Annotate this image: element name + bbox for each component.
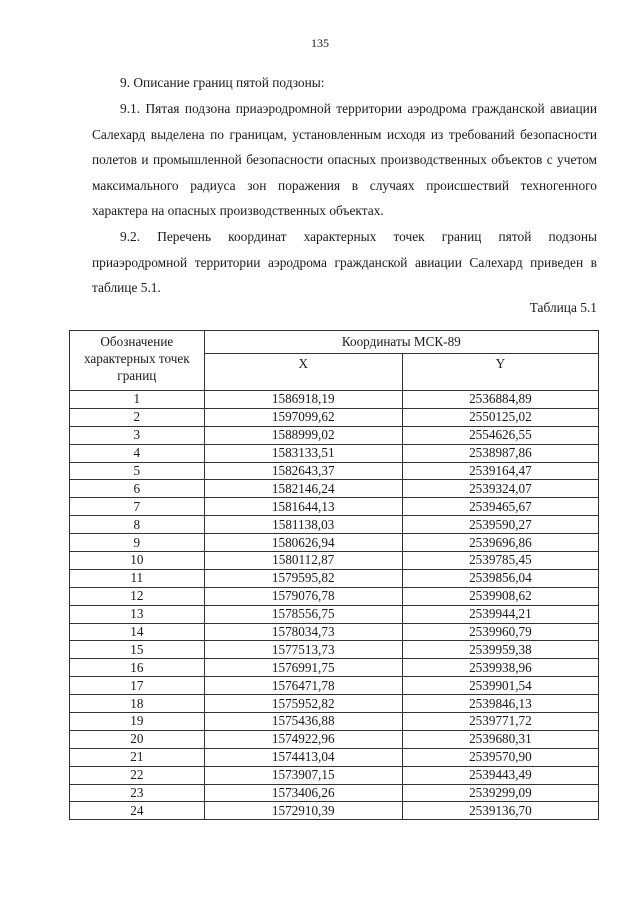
column-header-point: Обозначение характерных точек границ <box>70 331 205 391</box>
table-row <box>70 641 599 659</box>
paragraph-9-1: 9.1. Пятая подзона приаэродромной территории аэродрома гражданской авиации Салехард выделена по границам, установленным исходя из требований безопасности полетов и промышленной безопасности опасных производственных объектов с учетом максимального радиуса зон поражения в случаях происшествий техногенного характера на опасных производственных объектах. <box>92 101 597 218</box>
y-coordinate-cell: 2539938,96 <box>402 659 598 677</box>
table-row <box>70 695 599 713</box>
table-row <box>70 784 599 802</box>
point-number-cell: 24 <box>70 802 205 820</box>
table-row <box>70 605 599 623</box>
table-row <box>70 587 599 605</box>
table-row <box>70 462 599 480</box>
table-body <box>70 391 599 820</box>
x-coordinate-cell: 1577513,73 <box>204 641 402 659</box>
table-row <box>70 426 599 444</box>
table-row <box>70 516 599 534</box>
point-number-cell: 12 <box>70 587 205 605</box>
x-coordinate-cell: 1574922,96 <box>204 730 402 748</box>
point-number-cell: 4 <box>70 444 205 462</box>
y-coordinate-cell: 2550125,02 <box>402 408 598 426</box>
x-coordinate-cell: 1575952,82 <box>204 695 402 713</box>
y-coordinate-cell: 2539771,72 <box>402 713 598 731</box>
x-coordinate-cell: 1575436,88 <box>204 713 402 731</box>
y-coordinate-cell: 2539164,47 <box>402 462 598 480</box>
table-row <box>70 713 599 731</box>
y-coordinate-cell: 2539299,09 <box>402 784 598 802</box>
x-coordinate-cell: 1583133,51 <box>204 444 402 462</box>
x-coordinate-cell: 1579076,78 <box>204 587 402 605</box>
point-number-cell: 6 <box>70 480 205 498</box>
y-coordinate-cell: 2539443,49 <box>402 766 598 784</box>
section-heading: 9. Описание границ пятой подзоны: <box>120 75 325 90</box>
column-header-x: X <box>204 354 402 391</box>
point-number-cell: 5 <box>70 462 205 480</box>
x-coordinate-cell: 1581644,13 <box>204 498 402 516</box>
point-number-cell: 3 <box>70 426 205 444</box>
paragraph-9-2-line2: приаэродромной территории аэродрома гражданской авиации Салехард приведен в <box>92 254 597 270</box>
x-coordinate-cell: 1576991,75 <box>204 659 402 677</box>
table-row <box>70 552 599 570</box>
point-number-cell: 21 <box>70 748 205 766</box>
y-coordinate-cell: 2539680,31 <box>402 730 598 748</box>
table-row <box>70 623 599 641</box>
column-header-y: Y <box>402 354 598 391</box>
y-coordinate-cell: 2536884,89 <box>402 391 598 409</box>
point-number-cell: 20 <box>70 730 205 748</box>
y-coordinate-cell: 2539785,45 <box>402 552 598 570</box>
y-coordinate-cell: 2539465,67 <box>402 498 598 516</box>
table-caption: Таблица 5.1 <box>529 300 597 315</box>
paragraph-9-2 <box>92 224 597 301</box>
x-coordinate-cell: 1580626,94 <box>204 534 402 552</box>
point-number-cell: 2 <box>70 408 205 426</box>
y-coordinate-cell: 2539846,13 <box>402 695 598 713</box>
x-coordinate-cell: 1576471,78 <box>204 677 402 695</box>
point-number-cell: 8 <box>70 516 205 534</box>
point-number-cell: 16 <box>70 659 205 677</box>
y-coordinate-cell: 2539570,90 <box>402 748 598 766</box>
table-row <box>70 677 599 695</box>
x-coordinate-cell: 1588999,02 <box>204 426 402 444</box>
point-number-cell: 18 <box>70 695 205 713</box>
table-row <box>70 391 599 409</box>
point-number-cell: 17 <box>70 677 205 695</box>
paragraph-9-2-line3: таблице 5.1. <box>92 280 161 295</box>
table-row <box>70 534 599 552</box>
point-number-cell: 23 <box>70 784 205 802</box>
x-coordinate-cell: 1580112,87 <box>204 552 402 570</box>
y-coordinate-cell: 2539856,04 <box>402 569 598 587</box>
table-row <box>70 444 599 462</box>
y-coordinate-cell: 2539136,70 <box>402 802 598 820</box>
y-coordinate-cell: 2554626,55 <box>402 426 598 444</box>
column-header-coordinates: Координаты МСК-89 <box>204 331 598 354</box>
table-row <box>70 748 599 766</box>
point-number-cell: 22 <box>70 766 205 784</box>
table-row <box>70 498 599 516</box>
x-coordinate-cell: 1572910,39 <box>204 802 402 820</box>
table-row <box>70 480 599 498</box>
x-coordinate-cell: 1574413,04 <box>204 748 402 766</box>
x-coordinate-cell: 1578034,73 <box>204 623 402 641</box>
table-row <box>70 569 599 587</box>
point-number-cell: 13 <box>70 605 205 623</box>
table-row <box>70 802 599 820</box>
y-coordinate-cell: 2539590,27 <box>402 516 598 534</box>
y-coordinate-cell: 2539696,86 <box>402 534 598 552</box>
x-coordinate-cell: 1582146,24 <box>204 480 402 498</box>
coordinates-table <box>69 330 599 820</box>
point-number-cell: 1 <box>70 391 205 409</box>
x-coordinate-cell: 1597099,62 <box>204 408 402 426</box>
x-coordinate-cell: 1578556,75 <box>204 605 402 623</box>
page-number: 135 <box>311 36 329 50</box>
point-number-cell: 10 <box>70 552 205 570</box>
y-coordinate-cell: 2539944,21 <box>402 605 598 623</box>
table-row <box>70 659 599 677</box>
x-coordinate-cell: 1586918,19 <box>204 391 402 409</box>
y-coordinate-cell: 2539908,62 <box>402 587 598 605</box>
x-coordinate-cell: 1579595,82 <box>204 569 402 587</box>
table-row <box>70 730 599 748</box>
y-coordinate-cell: 2539960,79 <box>402 623 598 641</box>
paragraph-9-2-line1: 9.2. Перечень координат характерных точек границ пятой подзоны <box>120 229 597 244</box>
x-coordinate-cell: 1573907,15 <box>204 766 402 784</box>
x-coordinate-cell: 1581138,03 <box>204 516 402 534</box>
point-number-cell: 7 <box>70 498 205 516</box>
point-number-cell: 15 <box>70 641 205 659</box>
point-number-cell: 11 <box>70 569 205 587</box>
point-number-cell: 19 <box>70 713 205 731</box>
point-number-cell: 14 <box>70 623 205 641</box>
table-row <box>70 408 599 426</box>
y-coordinate-cell: 2539901,54 <box>402 677 598 695</box>
y-coordinate-cell: 2539959,38 <box>402 641 598 659</box>
x-coordinate-cell: 1582643,37 <box>204 462 402 480</box>
y-coordinate-cell: 2538987,86 <box>402 444 598 462</box>
point-number-cell: 9 <box>70 534 205 552</box>
y-coordinate-cell: 2539324,07 <box>402 480 598 498</box>
table-row <box>70 766 599 784</box>
x-coordinate-cell: 1573406,26 <box>204 784 402 802</box>
